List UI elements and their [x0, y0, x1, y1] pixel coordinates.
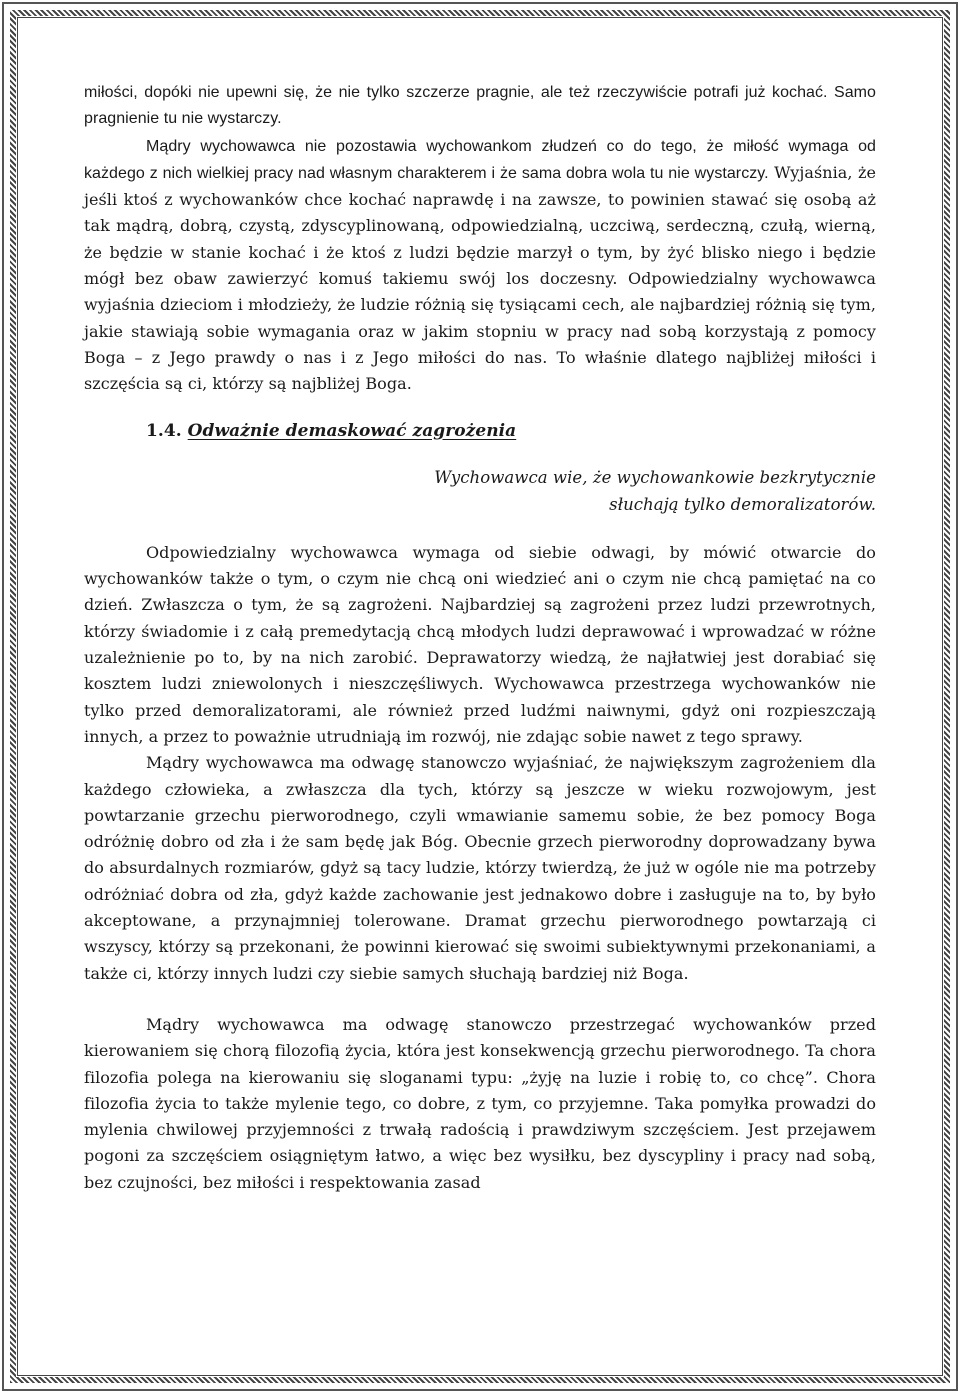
section-heading [146, 418, 876, 444]
section-motto [84, 464, 876, 518]
paragraph-wise-educator [84, 133, 876, 398]
paragraph-courage: Odpowiedzialny wychowawca wymaga od siebie odwagi, by mówić otwarcie do wychowanków także o tym, o czym nie chcą oni wiedzieć ani o czym nie chcą pamiętać na co dzień. Zwłaszcza o tym, że są zagrożeni. Najbardziej są zagrożeni przez ludzi przewrotnych, którzy świadomie i z całą premedytacją chcą młodych ludzi deprawować i wprowadzać w różne uzależnienie po to, by na nich zarobić. Deprawatorzy wiedzą, że najłatwiej jest dorabiać się kosztem ludzi zniewolonych i nieszczęśliwych. Wychowawca przestrzega wychowanków nie tylko przed demoralizatorami, ale również przed ludźmi naiwnymi, gdyż oni rozpieszczają innych, a przez to poważnie utrudniają im rozwój, nie zdając sobie nawet z tego sprawy. [84, 542, 876, 746]
section-number: 1.4. [146, 420, 182, 441]
motto-line-1: Wychowawca wie, że wychowankowie bezkrytycznie [434, 467, 876, 487]
motto-line-2: słuchają tylko demoralizatorów. [609, 494, 876, 514]
paragraph-continued: miłości, dopóki nie upewni się, że nie tylko szczerze pragnie, ale też rzeczywiście potrafi już kochać. Samo pragnienie tu nie wystarczy. [84, 84, 876, 128]
paragraph-serif-segment: Wyjaśnia, że jeśli ktoś z wychowanków chce kochać naprawdę i na zawsze, to powinien stawać się osobą aż tak mądrą, dobrą, czystą, zdyscyplinowaną, odpowiedzialną, uczciwą, serdeczną, czułą, wierną, że będzie w stanie kochać i że ktoś z ludzi będzie marzył o tym, by żyć blisko niego i będzie mógł bez obaw zawierzyć komuś takiemu swój los doczesny. Odpowiedzialny wychowawca wyjaśnia dzieciom i młodzieży, że ludzie różnią się tysiącami cech, ale najbardziej różnią się tym, jakie stawiają sobie wymagania oraz w jakim stopniu w pracy nad sobą korzystają z pomocy Boga – z Jego prawdy o nas i z Jego miłości do nas. To właśnie dlatego najbliżej miłości i szczęścia są ci, którzy są najbliżej Boga. [84, 162, 876, 394]
paragraph-sans-segment: Mądry wychowawca nie pozostawia wychowankom złudzeń co do tego, że miłość wymaga od każdego z nich wielkiej pracy nad własnym charakterem i że sama dobra wola tu nie wystarczy. [84, 137, 876, 182]
document-body [84, 80, 876, 1196]
section-title: Odważnie demaskować zagrożenia [187, 420, 517, 441]
paragraph-original-sin: Mądry wychowawca ma odwagę stanowczo wyjaśniać, że największym zagrożeniem dla każdego człowieka, a zwłaszcza dla tych, którzy są jeszcze w wieku rozwojowym, jest powtarzanie grzechu pierworodnego, czyli wmawianie samemu sobie, że bez pomocy Boga odróżnię dobro od zła i że sam będę jak Bóg. Obecnie grzech pierworodny doprowadzany bywa do absurdalnych rozmiarów, gdyż są tacy ludzie, którzy twierdzą, że już w ogóle nie ma potrzeby odróżniać dobra od zła, gdyż każde zachowanie jest jednakowo dobre i zasługuje na to, by było akceptowane, a przynajmniej tolerowane. Dramat grzechu pierworodnego powtarzają ci wszyscy, którzy są przekonani, że powinni kierować się swoimi subiektywnymi przekonaniami, a także ci, którzy innych ludzi czy siebie samych słuchają bardziej niż Boga. [84, 753, 876, 983]
paragraph-sick-philosophy: Mądry wychowawca ma odwagę stanowczo przestrzegać wychowanków przed kierowaniem się chorą filozofią życia, która jest konsekwencją grzechu pierworodnego. Ta chora filozofia polega na kierowaniu się sloganami typu: „żyję na luzie i robię to, co chcę”. Chora filozofia życia to także mylenie tego, co dobre, z tym, co przyjemne. Taka pomyłka prowadzi do mylenia chwilowej przyjemności z trwałą radością i prawdziwym szczęściem. Jest przejawem pogoni za szczęściem osiągniętym łatwo, a więc bez wysiłku, bez dyscypliny i pracy nad sobą, bez czujności, bez miłości i respektowania zasad [84, 1014, 876, 1192]
